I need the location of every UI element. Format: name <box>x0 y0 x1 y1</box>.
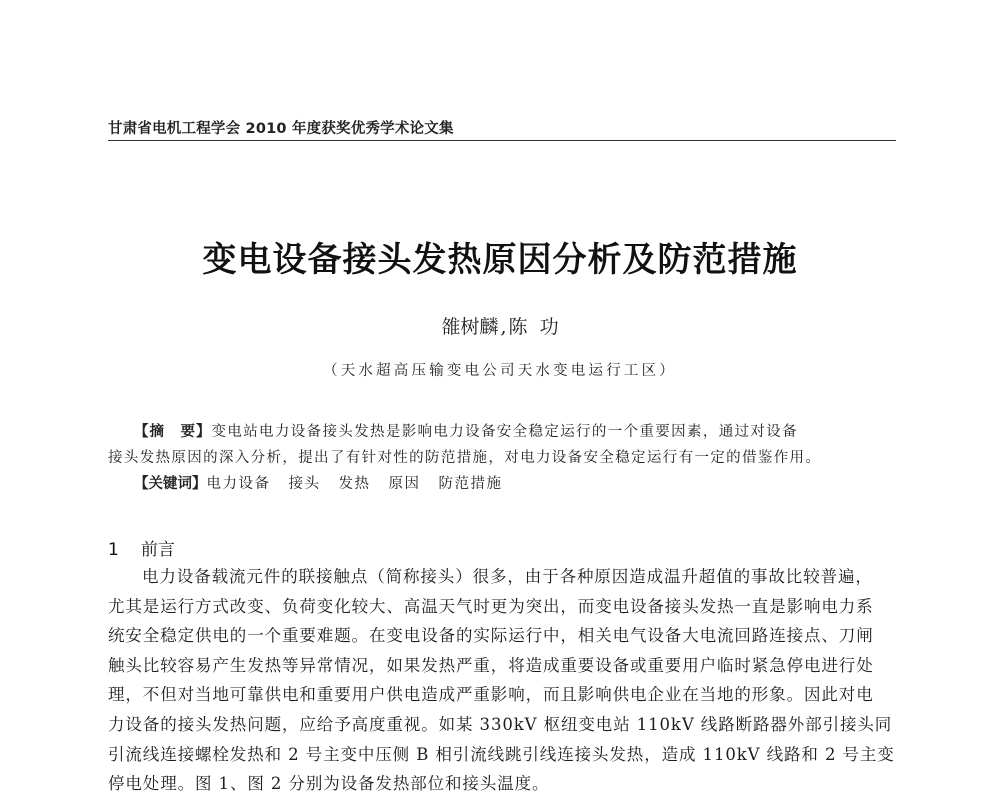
body-line: 力设备的接头发热问题，应给予高度重视。如某 330kV 枢纽变电站 110kV 线路断路器外部引接头同 <box>108 714 893 734</box>
body-line: 电力设备载流元件的联接触点（简称接头）很多，由于各种原因造成温升超值的事故比较普遍， <box>142 567 873 586</box>
body-line: 理，不但对当地可靠供电和重要用户供电造成严重影响，而且影响供电企业在当地的形象。因此对电 <box>108 685 874 705</box>
abstract-label: 【摘 要】 <box>134 424 212 440</box>
keyword: 电力设备 <box>206 476 271 492</box>
body-line: 触头比较容易产生发热等异常情况，如果发热严重，将造成重要设备或重要用户临时紧急停电进行处 <box>108 655 874 675</box>
section-title: 前言 <box>140 540 175 560</box>
author-separator: , <box>500 316 507 338</box>
keyword: 原因 <box>388 476 421 492</box>
section-number: 1 <box>108 540 119 560</box>
keyword: 发热 <box>338 476 371 492</box>
body-line: 停电处理。图 1、图 2 分别为设备发热部位和接头温度。 <box>108 774 550 794</box>
body-line: 引流线连接螺栓发热和 2 号主变中压侧 B 相引流线跳引线连接头发热，造成 110kV 线路和 2 号主变 <box>108 744 895 764</box>
author-list <box>0 312 1000 339</box>
abstract-text: 变电站电力设备接头发热是影响电力设备安全稳定运行的一个重要因素，通过对设备 <box>211 424 798 440</box>
abstract-line <box>108 419 898 445</box>
author-name: 陈 功 <box>508 316 559 338</box>
keywords-label: 【关键词】 <box>134 476 207 492</box>
running-header: 甘肃省电机工程学会 2010 年度获奖优秀学术论文集 <box>108 121 454 137</box>
section-heading <box>108 535 175 560</box>
section-body <box>108 562 898 799</box>
header-divider <box>108 140 896 141</box>
abstract-block <box>108 419 898 471</box>
paper-title: 变电设备接头发热原因分析及防范措施 <box>202 240 798 280</box>
body-line: 尤其是运行方式改变、负荷变化较大、高温天气时更为突出，而变电设备接头发热一直是影响电力系 <box>108 596 874 616</box>
keyword: 防范措施 <box>438 476 503 492</box>
keyword: 接头 <box>288 476 321 492</box>
author-name: 雒树麟 <box>441 316 499 338</box>
keywords-block <box>134 472 521 493</box>
author-affiliation: （天水超高压输变电公司天水变电运行工区） <box>323 363 677 379</box>
abstract-line: 接头发热原因的深入分析，提出了有针对性的防范措施，对电力设备安全稳定运行有一定的借鉴作用。 <box>108 450 822 466</box>
body-line: 统安全稳定供电的一个重要难题。在变电设备的实际运行中，相关电气设备大电流回路连接点、刀闸 <box>108 626 874 646</box>
